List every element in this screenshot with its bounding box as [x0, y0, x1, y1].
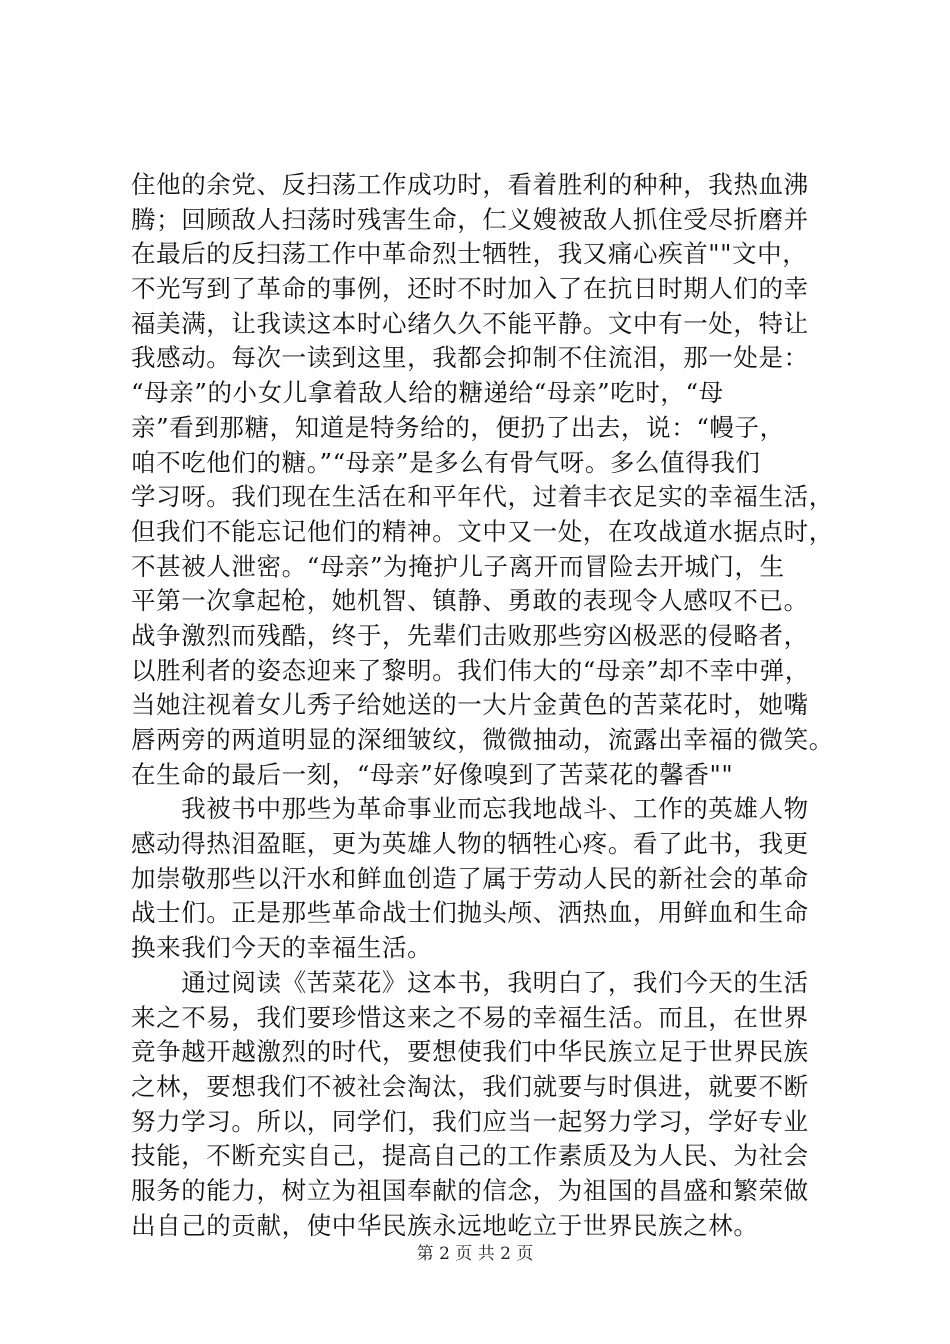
text-line: 咱不吃他们的糖。”“母亲”是多么有骨气呀。多么值得我们 [131, 447, 761, 477]
text-line: “母亲”的小女儿拿着敌人给的糖递给“母亲”吃时，“母 [131, 378, 724, 408]
text-line: 当她注视着女儿秀子给她送的一大片金黄色的苦菜花时，她嘴 [131, 690, 809, 720]
text-line: 通过阅读《苦菜花》这本书，我明白了，我们今天的生活 [131, 967, 809, 997]
text-line: 努力学习。所以，同学们，我们应当一起努力学习，学好专业 [131, 1106, 809, 1136]
body-text [131, 168, 834, 1243]
text-line: 不甚被人泄密。“母亲”为掩护儿子离开而冒险去开城门，生 [131, 551, 785, 581]
text-line: 我感动。每次一读到这里，我都会抑制不住流泪，那一处是： [131, 343, 809, 373]
text-line: 加崇敬那些以汗水和鲜血创造了属于劳动人民的新社会的革命 [131, 863, 809, 893]
text-line: 我被书中那些为革命事业而忘我地战斗、工作的英雄人物 [131, 794, 809, 824]
text-line: 腾；回顾敌人扫荡时残害生命，仁义嫂被敌人抓住受尽折磨并 [131, 204, 809, 234]
text-line: 服务的能力，树立为祖国奉献的信念，为祖国的昌盛和繁荣做 [131, 1175, 809, 1205]
text-line: 平第一次拿起枪，她机智、镇静、勇敢的表现令人感叹不已。 [131, 586, 809, 616]
text-line: 以胜利者的姿态迎来了黎明。我们伟大的“母亲”却不幸中弹， [131, 655, 810, 685]
text-line: 福美满，让我读这本时心绪久久不能平静。文中有一处，特让 [131, 308, 809, 338]
text-line: 战士们。正是那些革命战士们抛头颅、洒热血，用鲜血和生命 [131, 898, 809, 928]
page-footer: 第 2 页 共 2 页 [416, 1244, 534, 1264]
text-line: 来之不易，我们要珍惜这来之不易的幸福生活。而且，在世界 [131, 1002, 809, 1032]
text-line: 但我们不能忘记他们的精神。文中又一处，在攻战道水据点时， [131, 516, 834, 546]
text-line: 战争激烈而残酷，终于，先辈们击败那些穷凶极恶的侵略者， [131, 620, 809, 650]
text-line: 亲”看到那糖，知道是特务给的，便扔了出去，说：“幔子， [131, 412, 785, 442]
text-line: 在最后的反扫荡工作中革命烈士牺牲，我又痛心疾首""文中， [131, 239, 808, 269]
text-line: 唇两旁的两道明显的深细皱纹，微微抽动，流露出幸福的微笑。 [131, 725, 834, 754]
text-line: 竞争越开越激烈的时代，要想使我们中华民族立足于世界民族 [131, 1037, 809, 1067]
text-line: 换来我们今天的幸福生活。 [131, 933, 433, 963]
text-line: 感动得热泪盈眶，更为英雄人物的牺牲心疼。看了此书，我更 [131, 829, 809, 859]
text-line: 在生命的最后一刻，“母亲”好像嗅到了苦菜花的馨香"" [131, 759, 734, 789]
text-line: 技能，不断充实自己，提高自己的工作素质及为人民、为社会 [131, 1141, 809, 1171]
text-line: 住他的余党、反扫荡工作成功时，看着胜利的种种，我热血沸 [131, 170, 809, 199]
text-line: 不光写到了革命的事例，还时不时加入了在抗日时期人们的幸 [131, 274, 809, 304]
text-line: 学习呀。我们现在生活在和平年代，过着丰衣足实的幸福生活， [131, 482, 834, 512]
text-line: 出自己的贡献，使中华民族永远地屹立于世界民族之林。 [131, 1210, 759, 1240]
text-line: 之林，要想我们不被社会淘汰，我们就要与时俱进，就要不断 [131, 1071, 809, 1101]
